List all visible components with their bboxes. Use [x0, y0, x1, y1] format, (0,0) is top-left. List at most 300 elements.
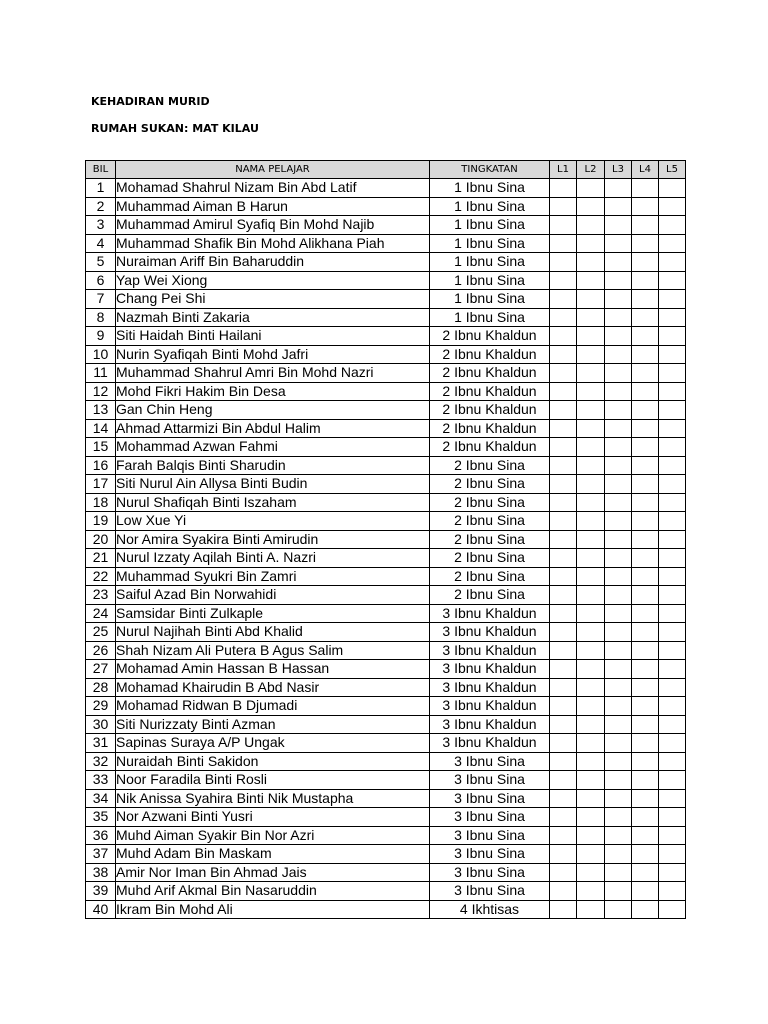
- attendance-cell-l1[interactable]: [550, 382, 577, 401]
- attendance-cell-l2[interactable]: [577, 290, 605, 309]
- table-row: [86, 641, 686, 660]
- class-name: 2 Ibnu Sina: [430, 549, 550, 568]
- attendance-cell-l3[interactable]: [605, 845, 632, 864]
- attendance-cell-l3[interactable]: [605, 567, 632, 586]
- attendance-cell-l3[interactable]: [605, 789, 632, 808]
- class-name: 2 Ibnu Sina: [430, 512, 550, 531]
- table-row: [86, 826, 686, 845]
- class-name: 2 Ibnu Sina: [430, 493, 550, 512]
- table-row: [86, 197, 686, 216]
- attendance-cell-l2[interactable]: [577, 530, 605, 549]
- class-name: 3 Ibnu Sina: [430, 752, 550, 771]
- attendance-cell-l2[interactable]: [577, 419, 605, 438]
- attendance-cell-l4[interactable]: [632, 715, 659, 734]
- class-name: 3 Ibnu Sina: [430, 882, 550, 901]
- row-number: 14: [86, 419, 116, 438]
- class-name: 2 Ibnu Sina: [430, 567, 550, 586]
- attendance-cell-l2[interactable]: [577, 641, 605, 660]
- class-name: 3 Ibnu Khaldun: [430, 604, 550, 623]
- attendance-cell-l2[interactable]: [577, 475, 605, 494]
- attendance-cell-l3[interactable]: [605, 253, 632, 272]
- attendance-cell-l3[interactable]: [605, 438, 632, 457]
- attendance-cell-l4[interactable]: [632, 697, 659, 716]
- student-name: Saiful Azad Bin Norwahidi: [116, 586, 430, 605]
- attendance-cell-l3[interactable]: [605, 179, 632, 198]
- attendance-cell-l1[interactable]: [550, 845, 577, 864]
- row-number: 34: [86, 789, 116, 808]
- row-number: 25: [86, 623, 116, 642]
- table-header-row: [86, 161, 686, 179]
- attendance-cell-l1[interactable]: [550, 808, 577, 827]
- column-header-l5: L5: [659, 161, 686, 179]
- student-name: Muhammad Shafik Bin Mohd Alikhana Piah: [116, 234, 430, 253]
- attendance-cell-l1[interactable]: [550, 752, 577, 771]
- row-number: 18: [86, 493, 116, 512]
- class-name: 2 Ibnu Sina: [430, 456, 550, 475]
- row-number: 5: [86, 253, 116, 272]
- attendance-cell-l2[interactable]: [577, 401, 605, 420]
- attendance-cell-l2[interactable]: [577, 327, 605, 346]
- attendance-cell-l2[interactable]: [577, 197, 605, 216]
- row-number: 30: [86, 715, 116, 734]
- class-name: 1 Ibnu Sina: [430, 179, 550, 198]
- column-header-nama: NAMA PELAJAR: [116, 161, 430, 179]
- attendance-cell-l3[interactable]: [605, 197, 632, 216]
- attendance-cell-l1[interactable]: [550, 234, 577, 253]
- attendance-cell-l1[interactable]: [550, 567, 577, 586]
- row-number: 6: [86, 271, 116, 290]
- attendance-cell-l5[interactable]: [659, 308, 686, 327]
- attendance-cell-l5[interactable]: [659, 253, 686, 272]
- table-row: [86, 900, 686, 919]
- attendance-cell-l1[interactable]: [550, 530, 577, 549]
- class-name: 3 Ibnu Khaldun: [430, 734, 550, 753]
- attendance-cell-l4[interactable]: [632, 530, 659, 549]
- attendance-cell-l1[interactable]: [550, 826, 577, 845]
- attendance-cell-l5[interactable]: [659, 493, 686, 512]
- class-name: 2 Ibnu Khaldun: [430, 327, 550, 346]
- row-number: 9: [86, 327, 116, 346]
- class-name: 3 Ibnu Sina: [430, 771, 550, 790]
- attendance-cell-l5[interactable]: [659, 290, 686, 309]
- attendance-cell-l3[interactable]: [605, 456, 632, 475]
- attendance-cell-l4[interactable]: [632, 623, 659, 642]
- table-row: [86, 678, 686, 697]
- attendance-cell-l3[interactable]: [605, 419, 632, 438]
- attendance-cell-l5[interactable]: [659, 271, 686, 290]
- attendance-cell-l3[interactable]: [605, 345, 632, 364]
- attendance-cell-l3[interactable]: [605, 734, 632, 753]
- attendance-cell-l4[interactable]: [632, 216, 659, 235]
- attendance-cell-l5[interactable]: [659, 364, 686, 383]
- attendance-cell-l4[interactable]: [632, 808, 659, 827]
- attendance-cell-l1[interactable]: [550, 512, 577, 531]
- attendance-cell-l5[interactable]: [659, 456, 686, 475]
- attendance-cell-l5[interactable]: [659, 216, 686, 235]
- table-row: [86, 715, 686, 734]
- attendance-cell-l1[interactable]: [550, 697, 577, 716]
- row-number: 1: [86, 179, 116, 198]
- attendance-cell-l3[interactable]: [605, 752, 632, 771]
- attendance-cell-l1[interactable]: [550, 789, 577, 808]
- row-number: 20: [86, 530, 116, 549]
- table-row: [86, 475, 686, 494]
- class-name: 1 Ibnu Sina: [430, 234, 550, 253]
- attendance-cell-l3[interactable]: [605, 475, 632, 494]
- attendance-cell-l1[interactable]: [550, 493, 577, 512]
- attendance-cell-l4[interactable]: [632, 179, 659, 198]
- attendance-cell-l2[interactable]: [577, 604, 605, 623]
- student-name: Nuraiman Ariff Bin Baharuddin: [116, 253, 430, 272]
- attendance-cell-l1[interactable]: [550, 586, 577, 605]
- attendance-cell-l4[interactable]: [632, 401, 659, 420]
- attendance-cell-l5[interactable]: [659, 641, 686, 660]
- class-name: 2 Ibnu Khaldun: [430, 382, 550, 401]
- attendance-cell-l1[interactable]: [550, 641, 577, 660]
- attendance-cell-l1[interactable]: [550, 419, 577, 438]
- attendance-cell-l2[interactable]: [577, 179, 605, 198]
- attendance-cell-l4[interactable]: [632, 771, 659, 790]
- attendance-cell-l3[interactable]: [605, 512, 632, 531]
- table-row: [86, 771, 686, 790]
- attendance-cell-l5[interactable]: [659, 401, 686, 420]
- row-number: 35: [86, 808, 116, 827]
- student-name: Nazmah Binti Zakaria: [116, 308, 430, 327]
- attendance-cell-l3[interactable]: [605, 882, 632, 901]
- attendance-cell-l2[interactable]: [577, 438, 605, 457]
- table-row: [86, 308, 686, 327]
- table-row: [86, 789, 686, 808]
- attendance-cell-l4[interactable]: [632, 512, 659, 531]
- attendance-cell-l2[interactable]: [577, 678, 605, 697]
- attendance-cell-l3[interactable]: [605, 604, 632, 623]
- attendance-cell-l1[interactable]: [550, 197, 577, 216]
- student-name: Muhd Arif Akmal Bin Nasaruddin: [116, 882, 430, 901]
- attendance-cell-l3[interactable]: [605, 715, 632, 734]
- attendance-cell-l5[interactable]: [659, 678, 686, 697]
- student-name: Farah Balqis Binti Sharudin: [116, 456, 430, 475]
- attendance-cell-l3[interactable]: [605, 900, 632, 919]
- attendance-cell-l1[interactable]: [550, 549, 577, 568]
- attendance-cell-l1[interactable]: [550, 882, 577, 901]
- attendance-cell-l4[interactable]: [632, 197, 659, 216]
- student-name: Nurul Shafiqah Binti Iszaham: [116, 493, 430, 512]
- attendance-cell-l1[interactable]: [550, 660, 577, 679]
- attendance-cell-l1[interactable]: [550, 771, 577, 790]
- attendance-cell-l4[interactable]: [632, 419, 659, 438]
- attendance-cell-l5[interactable]: [659, 345, 686, 364]
- attendance-cell-l3[interactable]: [605, 271, 632, 290]
- attendance-cell-l2[interactable]: [577, 308, 605, 327]
- student-name: Siti Nurul Ain Allysa Binti Budin: [116, 475, 430, 494]
- attendance-cell-l4[interactable]: [632, 382, 659, 401]
- row-number: 10: [86, 345, 116, 364]
- student-name: Noor Faradila Binti Rosli: [116, 771, 430, 790]
- table-row: [86, 752, 686, 771]
- table-row: [86, 604, 686, 623]
- attendance-cell-l2[interactable]: [577, 826, 605, 845]
- attendance-cell-l2[interactable]: [577, 715, 605, 734]
- attendance-cell-l3[interactable]: [605, 678, 632, 697]
- attendance-cell-l1[interactable]: [550, 216, 577, 235]
- attendance-cell-l5[interactable]: [659, 530, 686, 549]
- attendance-cell-l3[interactable]: [605, 234, 632, 253]
- attendance-cell-l2[interactable]: [577, 734, 605, 753]
- row-number: 21: [86, 549, 116, 568]
- attendance-cell-l3[interactable]: [605, 771, 632, 790]
- attendance-cell-l2[interactable]: [577, 216, 605, 235]
- class-name: 1 Ibnu Sina: [430, 290, 550, 309]
- attendance-table: [85, 160, 686, 919]
- attendance-cell-l1[interactable]: [550, 290, 577, 309]
- attendance-cell-l4[interactable]: [632, 586, 659, 605]
- attendance-cell-l1[interactable]: [550, 623, 577, 642]
- attendance-cell-l2[interactable]: [577, 845, 605, 864]
- attendance-cell-l4[interactable]: [632, 863, 659, 882]
- row-number: 24: [86, 604, 116, 623]
- table-row: [86, 549, 686, 568]
- attendance-cell-l4[interactable]: [632, 900, 659, 919]
- attendance-cell-l2[interactable]: [577, 808, 605, 827]
- attendance-cell-l2[interactable]: [577, 752, 605, 771]
- row-number: 13: [86, 401, 116, 420]
- attendance-cell-l2[interactable]: [577, 456, 605, 475]
- attendance-cell-l4[interactable]: [632, 882, 659, 901]
- attendance-cell-l2[interactable]: [577, 234, 605, 253]
- attendance-cell-l1[interactable]: [550, 456, 577, 475]
- attendance-cell-l3[interactable]: [605, 660, 632, 679]
- attendance-cell-l3[interactable]: [605, 382, 632, 401]
- class-name: 3 Ibnu Khaldun: [430, 715, 550, 734]
- class-name: 1 Ibnu Sina: [430, 271, 550, 290]
- attendance-cell-l3[interactable]: [605, 290, 632, 309]
- attendance-cell-l3[interactable]: [605, 808, 632, 827]
- attendance-cell-l3[interactable]: [605, 623, 632, 642]
- table-row: [86, 530, 686, 549]
- attendance-cell-l4[interactable]: [632, 253, 659, 272]
- attendance-cell-l2[interactable]: [577, 567, 605, 586]
- class-name: 3 Ibnu Khaldun: [430, 660, 550, 679]
- attendance-cell-l5[interactable]: [659, 715, 686, 734]
- row-number: 12: [86, 382, 116, 401]
- attendance-cell-l1[interactable]: [550, 327, 577, 346]
- table-row: [86, 438, 686, 457]
- attendance-cell-l5[interactable]: [659, 586, 686, 605]
- attendance-cell-l1[interactable]: [550, 734, 577, 753]
- attendance-cell-l5[interactable]: [659, 567, 686, 586]
- attendance-cell-l5[interactable]: [659, 752, 686, 771]
- attendance-cell-l3[interactable]: [605, 327, 632, 346]
- attendance-cell-l1[interactable]: [550, 863, 577, 882]
- attendance-cell-l3[interactable]: [605, 826, 632, 845]
- table-row: [86, 512, 686, 531]
- attendance-cell-l4[interactable]: [632, 345, 659, 364]
- attendance-cell-l2[interactable]: [577, 660, 605, 679]
- row-number: 27: [86, 660, 116, 679]
- attendance-cell-l5[interactable]: [659, 438, 686, 457]
- attendance-cell-l5[interactable]: [659, 882, 686, 901]
- table-row: [86, 401, 686, 420]
- attendance-cell-l1[interactable]: [550, 475, 577, 494]
- attendance-cell-l1[interactable]: [550, 900, 577, 919]
- attendance-cell-l5[interactable]: [659, 826, 686, 845]
- attendance-cell-l1[interactable]: [550, 715, 577, 734]
- row-number: 37: [86, 845, 116, 864]
- attendance-cell-l4[interactable]: [632, 290, 659, 309]
- attendance-cell-l4[interactable]: [632, 752, 659, 771]
- class-name: 3 Ibnu Sina: [430, 826, 550, 845]
- student-name: Nik Anissa Syahira Binti Nik Mustapha: [116, 789, 430, 808]
- attendance-cell-l2[interactable]: [577, 271, 605, 290]
- attendance-cell-l5[interactable]: [659, 382, 686, 401]
- attendance-cell-l4[interactable]: [632, 493, 659, 512]
- attendance-cell-l5[interactable]: [659, 419, 686, 438]
- attendance-cell-l4[interactable]: [632, 567, 659, 586]
- attendance-cell-l3[interactable]: [605, 308, 632, 327]
- class-name: 3 Ibnu Khaldun: [430, 678, 550, 697]
- attendance-cell-l5[interactable]: [659, 475, 686, 494]
- class-name: 2 Ibnu Khaldun: [430, 401, 550, 420]
- row-number: 39: [86, 882, 116, 901]
- attendance-cell-l1[interactable]: [550, 253, 577, 272]
- table-row: [86, 234, 686, 253]
- attendance-cell-l5[interactable]: [659, 197, 686, 216]
- table-row: [86, 327, 686, 346]
- attendance-cell-l4[interactable]: [632, 826, 659, 845]
- attendance-cell-l3[interactable]: [605, 549, 632, 568]
- student-name: Muhd Aiman Syakir Bin Nor Azri: [116, 826, 430, 845]
- attendance-cell-l3[interactable]: [605, 641, 632, 660]
- class-name: 2 Ibnu Khaldun: [430, 364, 550, 383]
- attendance-cell-l5[interactable]: [659, 789, 686, 808]
- table-row: [86, 456, 686, 475]
- attendance-cell-l2[interactable]: [577, 623, 605, 642]
- class-name: 1 Ibnu Sina: [430, 253, 550, 272]
- attendance-cell-l5[interactable]: [659, 327, 686, 346]
- attendance-cell-l4[interactable]: [632, 456, 659, 475]
- attendance-cell-l3[interactable]: [605, 530, 632, 549]
- attendance-cell-l2[interactable]: [577, 549, 605, 568]
- attendance-cell-l2[interactable]: [577, 882, 605, 901]
- row-number: 11: [86, 364, 116, 383]
- attendance-cell-l4[interactable]: [632, 364, 659, 383]
- attendance-cell-l5[interactable]: [659, 863, 686, 882]
- attendance-cell-l4[interactable]: [632, 549, 659, 568]
- attendance-cell-l4[interactable]: [632, 271, 659, 290]
- attendance-cell-l4[interactable]: [632, 327, 659, 346]
- student-name: Muhammad Amirul Syafiq Bin Mohd Najib: [116, 216, 430, 235]
- attendance-cell-l1[interactable]: [550, 345, 577, 364]
- attendance-cell-l3[interactable]: [605, 401, 632, 420]
- attendance-cell-l4[interactable]: [632, 308, 659, 327]
- student-name: Nor Azwani Binti Yusri: [116, 808, 430, 827]
- attendance-cell-l4[interactable]: [632, 438, 659, 457]
- column-header-l2: L2: [577, 161, 605, 179]
- attendance-cell-l3[interactable]: [605, 493, 632, 512]
- attendance-cell-l2[interactable]: [577, 253, 605, 272]
- attendance-cell-l1[interactable]: [550, 271, 577, 290]
- student-name: Nor Amira Syakira Binti Amirudin: [116, 530, 430, 549]
- attendance-cell-l1[interactable]: [550, 401, 577, 420]
- attendance-cell-l2[interactable]: [577, 364, 605, 383]
- attendance-cell-l1[interactable]: [550, 678, 577, 697]
- attendance-cell-l4[interactable]: [632, 734, 659, 753]
- class-name: 2 Ibnu Sina: [430, 530, 550, 549]
- attendance-cell-l5[interactable]: [659, 734, 686, 753]
- document-title: KEHADIRAN MURID: [91, 95, 210, 108]
- table-row: [86, 882, 686, 901]
- attendance-cell-l1[interactable]: [550, 604, 577, 623]
- attendance-cell-l5[interactable]: [659, 623, 686, 642]
- student-name: Muhammad Shahrul Amri Bin Mohd Nazri: [116, 364, 430, 383]
- attendance-cell-l2[interactable]: [577, 382, 605, 401]
- attendance-cell-l2[interactable]: [577, 586, 605, 605]
- attendance-cell-l5[interactable]: [659, 900, 686, 919]
- attendance-cell-l4[interactable]: [632, 475, 659, 494]
- table-row: [86, 271, 686, 290]
- table-row: [86, 253, 686, 272]
- attendance-cell-l5[interactable]: [659, 234, 686, 253]
- table-row: [86, 382, 686, 401]
- attendance-cell-l2[interactable]: [577, 512, 605, 531]
- attendance-cell-l5[interactable]: [659, 660, 686, 679]
- attendance-cell-l3[interactable]: [605, 586, 632, 605]
- attendance-cell-l3[interactable]: [605, 364, 632, 383]
- attendance-cell-l2[interactable]: [577, 345, 605, 364]
- attendance-cell-l2[interactable]: [577, 900, 605, 919]
- attendance-cell-l4[interactable]: [632, 234, 659, 253]
- attendance-cell-l5[interactable]: [659, 604, 686, 623]
- class-name: 3 Ibnu Khaldun: [430, 697, 550, 716]
- class-name: 2 Ibnu Khaldun: [430, 438, 550, 457]
- attendance-cell-l5[interactable]: [659, 697, 686, 716]
- attendance-cell-l4[interactable]: [632, 660, 659, 679]
- attendance-cell-l4[interactable]: [632, 789, 659, 808]
- class-name: 3 Ibnu Khaldun: [430, 641, 550, 660]
- attendance-cell-l5[interactable]: [659, 179, 686, 198]
- attendance-cell-l5[interactable]: [659, 549, 686, 568]
- attendance-cell-l3[interactable]: [605, 216, 632, 235]
- class-name: 2 Ibnu Sina: [430, 475, 550, 494]
- student-name: Nuraidah Binti Sakidon: [116, 752, 430, 771]
- attendance-cell-l5[interactable]: [659, 512, 686, 531]
- attendance-cell-l2[interactable]: [577, 493, 605, 512]
- attendance-cell-l1[interactable]: [550, 308, 577, 327]
- row-number: 32: [86, 752, 116, 771]
- attendance-cell-l5[interactable]: [659, 845, 686, 864]
- attendance-cell-l2[interactable]: [577, 697, 605, 716]
- attendance-cell-l4[interactable]: [632, 678, 659, 697]
- attendance-cell-l4[interactable]: [632, 845, 659, 864]
- attendance-cell-l1[interactable]: [550, 364, 577, 383]
- attendance-cell-l4[interactable]: [632, 641, 659, 660]
- column-header-l1: L1: [550, 161, 577, 179]
- attendance-cell-l1[interactable]: [550, 438, 577, 457]
- attendance-cell-l5[interactable]: [659, 808, 686, 827]
- attendance-cell-l3[interactable]: [605, 863, 632, 882]
- attendance-cell-l4[interactable]: [632, 604, 659, 623]
- attendance-cell-l1[interactable]: [550, 179, 577, 198]
- student-name: Amir Nor Iman Bin Ahmad Jais: [116, 863, 430, 882]
- attendance-cell-l2[interactable]: [577, 771, 605, 790]
- student-name: Ikram Bin Mohd Ali: [116, 900, 430, 919]
- attendance-cell-l5[interactable]: [659, 771, 686, 790]
- table-row: [86, 567, 686, 586]
- attendance-cell-l2[interactable]: [577, 863, 605, 882]
- attendance-cell-l3[interactable]: [605, 697, 632, 716]
- attendance-cell-l2[interactable]: [577, 789, 605, 808]
- student-name: Nurul Izzaty Aqilah Binti A. Nazri: [116, 549, 430, 568]
